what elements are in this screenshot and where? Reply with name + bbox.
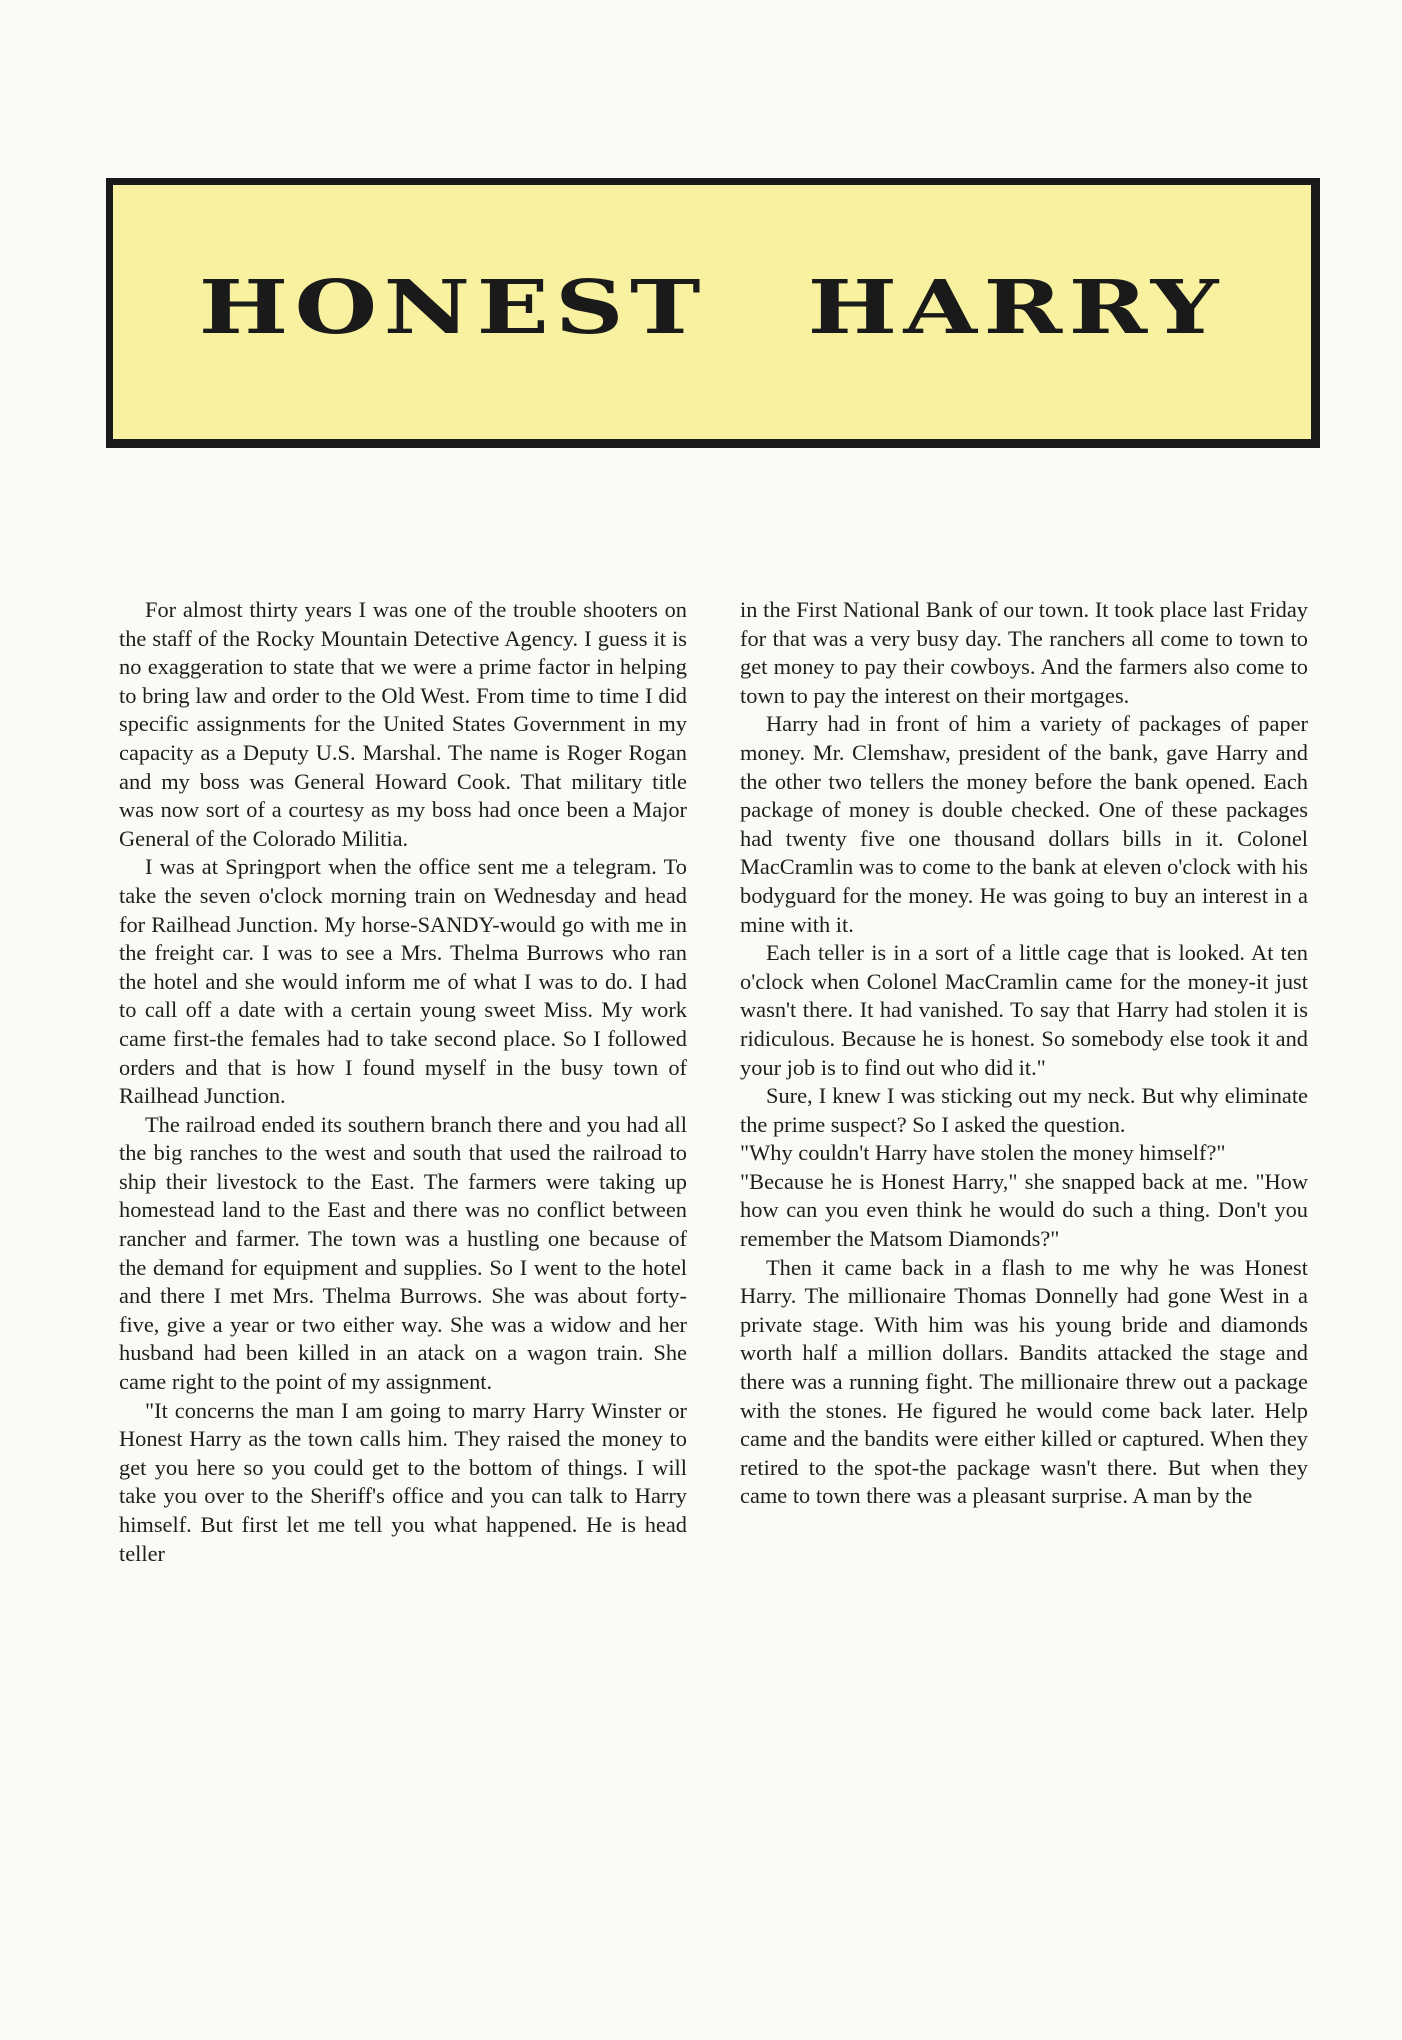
paragraph-dialogue: "Because he is Honest Harry," she snapped back at me. "How how can you even think he would do such a thing. Don't you remember the Matsom Diamonds?" <box>740 1168 1308 1252</box>
paragraph-dialogue: "Why couldn't Harry have stolen the money himself?" <box>740 1140 1226 1166</box>
paragraph: For almost thirty years I was one of the trouble shooters on the staff of the Rocky Mountain Detective Agency. I guess it is no exaggeration to state that we were a prime factor in helping to bring law and order to the Old West. From time to time I did specific assignments for the United States Government in my capacity as a Deputy U.S. Marshal. The name is Roger Rogan and my boss was General Howard Cook. That military title was now sort of a courtesy as my boss had once been a Major General of the Colorado Militia. <box>119 597 687 851</box>
left-column <box>119 596 687 1856</box>
right-column <box>740 596 1308 1856</box>
title-banner <box>106 178 1320 448</box>
paragraph: Sure, I knew I was sticking out my neck. But why eliminate the prime suspect? So I asked the question. <box>740 1083 1308 1137</box>
paragraph: The railroad ended its southern branch there and you had all the big ranches to the west and south that used the railroad to ship their livestock to the East. The farmers were taking up homestead land to the East and there was no conflict between rancher and farmer. The town was a hustling one because of the demand for equipment and supplies. So I went to the hotel and there I met Mrs. Thelma Burrows. She was about forty-five, give a year or two either way. She was a widow and her husband had been killed in an atack on a wagon train. She came right to the point of my assignment. <box>119 1111 687 1395</box>
paragraph: "It concerns the man I am going to marry Harry Winster or Honest Harry as the town calls him. They raised the money to get you here so you could get to the bottom of things. I will take you over to the Sheriff's office and you can talk to Harry himself. But first let me tell you what happened. He is head teller <box>119 1397 687 1566</box>
paragraph: Then it came back in a flash to me why he was Honest Harry. The millionaire Thomas Donnelly had gone West in a private stage. With him was his young bride and diamonds worth half a million dollars. Bandits attacked the stage and there was a running fight. The millionaire threw out a package with the stones. He figured he would come back later. Help came and the bandits were either killed or captured. When they retired to the spot-the package wasn't there. But when they came to town there was a pleasant surprise. A man by the <box>740 1254 1308 1509</box>
paragraph: Harry had in front of him a variety of packages of paper money. Mr. Clemshaw, president of the bank, gave Harry and the other two tellers the money before the bank opened. Each package of money is double checked. One of these packages had twenty five one thousand dollars bills in it. Colonel MacCramlin was to come to the bank at eleven o'clock with his bodyguard for the money. He was going to buy an interest in a mine with it. <box>740 711 1308 937</box>
story-title: HONEST HARRY <box>198 265 1226 351</box>
paragraph-continued: in the First National Bank of our town. It took place last Friday for that was a very busy day. The ranchers all come to town to get money to pay their cowboys. And the farmers also come to town to pay the interest on their mortgages. <box>740 597 1308 708</box>
paragraph: Each teller is in a sort of a little cage that is looked. At ten o'clock when Colonel MacCramlin came for the money-it just wasn't there. It had vanished. To say that Harry had stolen it is ridiculous. Because he is honest. So somebody else took it and your job is to find out who did it." <box>740 940 1308 1080</box>
paragraph: I was at Springport when the office sent me a telegram. To take the seven o'clock morning train on Wednesday and head for Railhead Junction. My horse-SANDY-would go with me in the freight car. I was to see a Mrs. Thelma Burrows who ran the hotel and she would inform me of what I was to do. I had to call off a date with a certain young sweet Miss. My work came first-the females had to take second place. So I followed orders and that is how I found myself in the busy town of Railhead Junction. <box>119 854 687 1109</box>
